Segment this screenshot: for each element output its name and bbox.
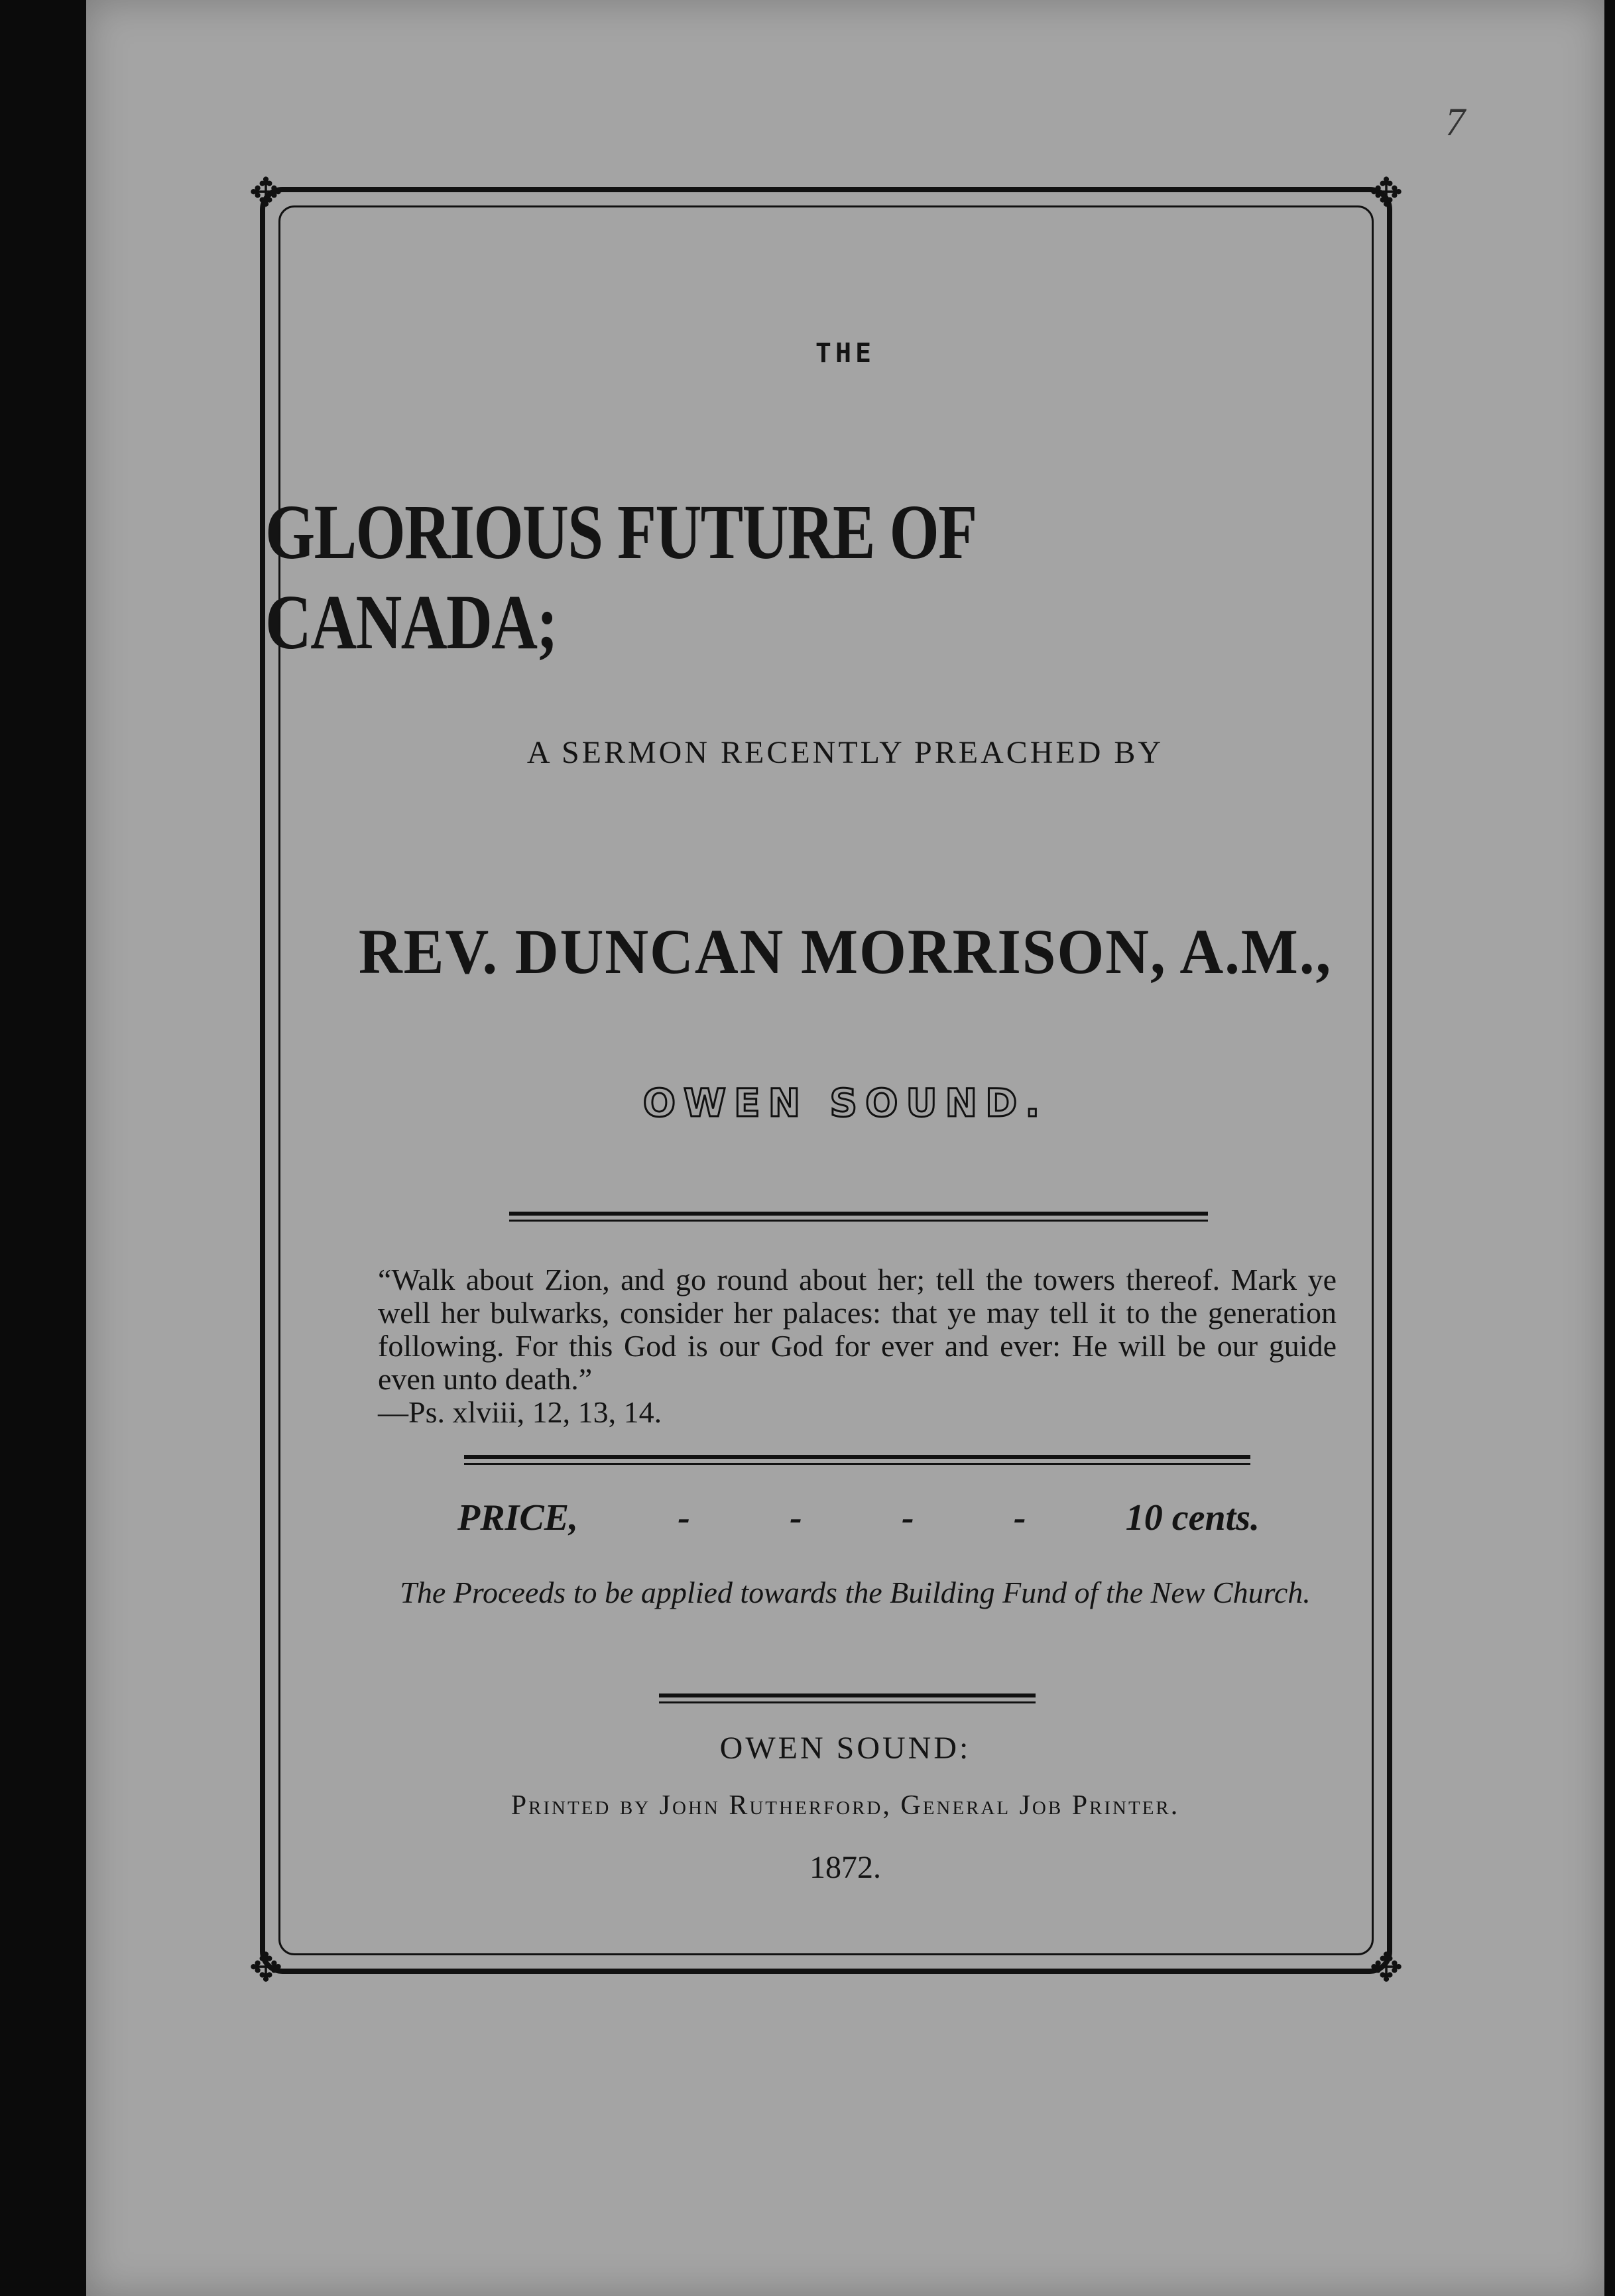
corner-ornament-icon: ✥ (1369, 171, 1404, 215)
corner-ornament-icon: ✥ (249, 1946, 283, 1990)
price-line (457, 1497, 1260, 1539)
quote-text: “Walk about Zion, and go round about her; tell the towers thereof. Mark ye well her bulwarks, consider her palaces: that ye may tell it to the generation following. For this God is our God for ever and ever: He will be our guide even unto death.” (378, 1263, 1337, 1396)
price-dash: - (678, 1497, 690, 1538)
author-name: REV. DUNCAN MORRISON, A.M., (358, 916, 1333, 987)
page-title: GLORIOUS FUTURE OF CANADA; (265, 488, 975, 665)
imprint-printer: Printed by John Rutherford, General Job Printer. (510, 1790, 1180, 1821)
imprint-city: OWEN SOUND: (719, 1731, 971, 1766)
page-mark: 7 (1445, 100, 1465, 144)
divider-rule (509, 1212, 1208, 1222)
price-dash: - (790, 1497, 802, 1538)
price-label: PRICE, (457, 1497, 579, 1538)
corner-ornament-icon: ✥ (1369, 1946, 1404, 1990)
author-place: OWEN SOUND. (642, 1080, 1048, 1125)
subtitle: A SERMON RECENTLY PREACHED BY (526, 735, 1164, 770)
price-value: 10 cents. (1125, 1497, 1260, 1538)
price-dash: - (902, 1497, 914, 1538)
publication-year: 1872. (809, 1850, 881, 1885)
scripture-quote (378, 1263, 1337, 1429)
price-dash: - (1013, 1497, 1026, 1538)
corner-ornament-icon: ✥ (249, 171, 283, 215)
proceeds-note: The Proceeds to be applied towards the Building Fund of the New Church. (400, 1576, 1311, 1609)
title-article: THE (815, 338, 876, 369)
document-page (86, 0, 1604, 2296)
quote-reference: —Ps. xlviii, 12, 13, 14. (378, 1395, 662, 1429)
divider-rule (464, 1455, 1250, 1465)
divider-rule (659, 1693, 1036, 1703)
